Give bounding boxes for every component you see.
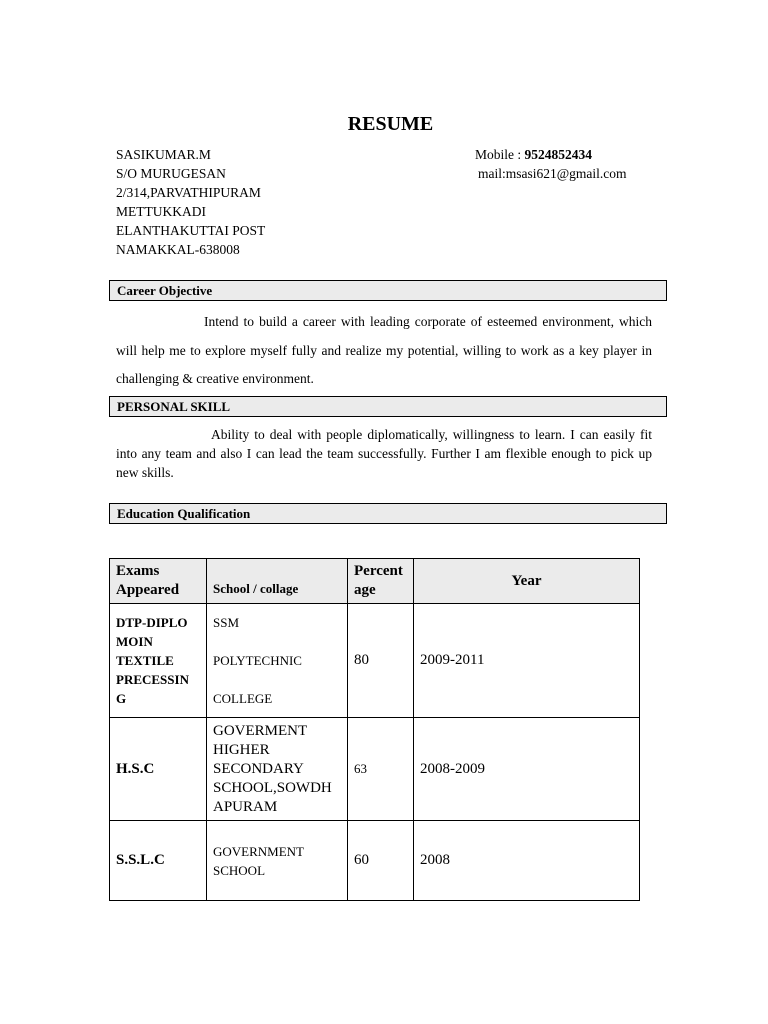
exam-cell: DTP-DIPLO MOIN TEXTILE PRECESSIN G [110,604,207,718]
career-objective-heading: Career Objective [109,280,667,301]
candidate-name: SASIKUMAR.M [116,147,211,162]
personal-skill-heading: PERSONAL SKILL [109,396,667,417]
mobile-number: 9524852434 [524,147,592,162]
address-line: 2/314,PARVATHIPURAM [116,185,261,200]
column-header-exams: Exams Appeared [110,559,207,604]
mobile-label: Mobile : [475,147,525,162]
percentage-cell: 60 [348,821,414,901]
email-address: mail:msasi621@gmail.com [478,166,627,181]
address-line: NAMAKKAL-638008 [116,242,240,257]
column-header-percentage: Percent age [348,559,414,604]
education-heading: Education Qualification [109,503,667,524]
year-cell: 2008-2009 [414,718,640,821]
table-row [110,718,640,821]
career-objective-body: Intend to build a career with leading corporate of esteemed environment, which will help me to explore myself fully and realize my potential, willing to work as a key player in challenging & creative environment. [116,314,652,386]
column-header-school: School / collage [207,559,348,604]
column-header-year: Year [414,559,640,604]
address-block [116,145,265,259]
exam-cell: H.S.C [110,718,207,821]
address-line: METTUKKADI [116,204,206,219]
table-header-row [110,559,640,604]
mobile-line [475,145,627,164]
table-row [110,821,640,901]
personal-skill-text [116,425,652,482]
percentage-cell: 80 [348,604,414,718]
table-row [110,604,640,718]
contact-block [475,145,627,183]
exam-cell: S.S.L.C [110,821,207,901]
school-cell: GOVERNMENT SCHOOL [207,821,348,901]
education-table [109,558,640,901]
resume-title: RESUME [347,113,434,135]
percentage-cell: 63 [348,718,414,821]
school-cell: GOVERMENT HIGHER SECONDARY SCHOOL,SOWDH APURAM [207,718,348,821]
address-line: ELANTHAKUTTAI POST [116,223,266,238]
personal-skill-body: Ability to deal with people diplomatically, willingness to learn. I can easily fit into any team and also I can lead the team successfully. Further I am flexible enough to pick up new skills. [116,427,652,480]
address-line: S/O MURUGESAN [116,166,226,181]
school-cell: SSM POLYTECHNIC COLLEGE [207,604,348,718]
year-cell: 2008 [414,821,640,901]
career-objective-text [116,308,652,394]
year-cell: 2009-2011 [414,604,640,718]
